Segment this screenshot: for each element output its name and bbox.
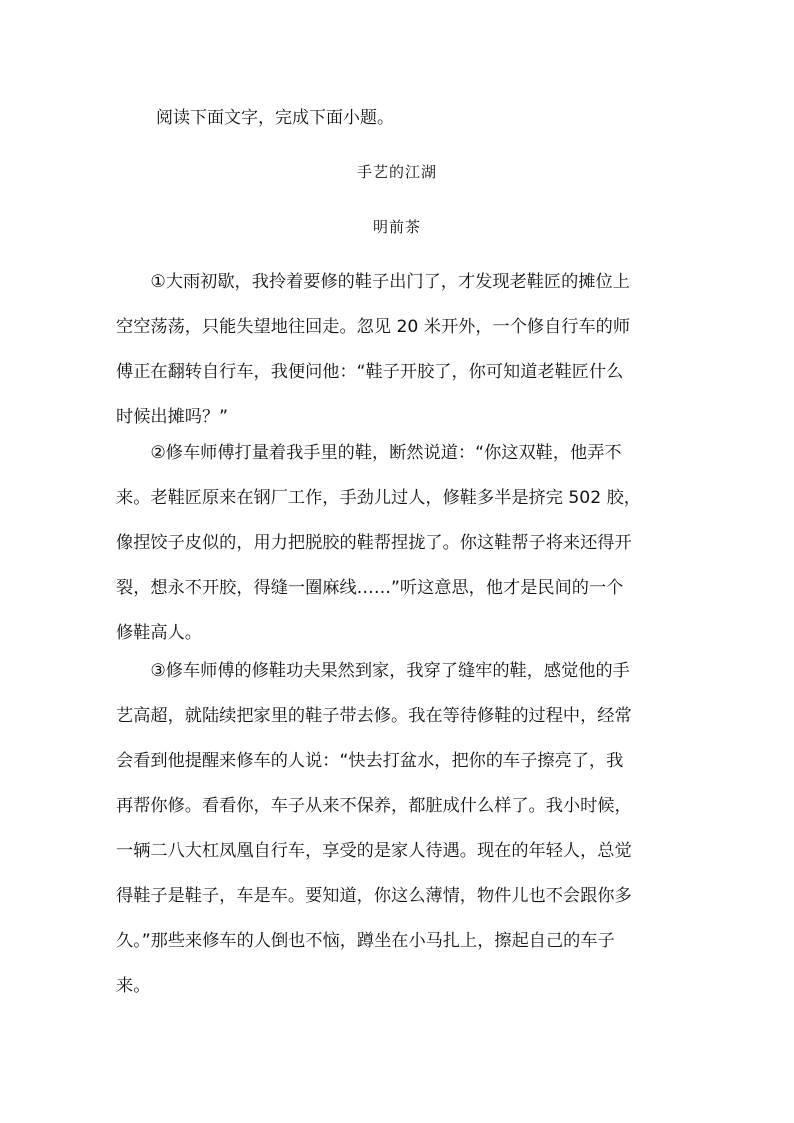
paragraph-3 — [116, 649, 682, 1009]
paragraph-line: 空空荡荡，只能失望地往回走。忽见 20 米开外，一个修自行车的师 — [116, 317, 631, 337]
paragraph-line: 会看到他提醒来修车的人说：“快去打盆水，把你的车子擦亮了，我 — [116, 751, 624, 771]
paragraph-line: 傅正在翻转自行车，我便问他：“鞋子开胶了，你可知道老鞋匠什么 — [116, 362, 624, 382]
paragraph-line: 修鞋高人。 — [116, 623, 202, 643]
paragraph-line: 艺高超，就陆续把家里的鞋子带去修。我在等待修鞋的过程中，经常 — [116, 706, 632, 726]
paragraph-line: 再帮你修。看看你，车子从来不保养，都脏成什么样了。我小时候， — [116, 796, 632, 816]
paragraph-line: 来。 — [116, 976, 151, 996]
paragraph-line: ②修车师傅打量着我手里的鞋，断然说道：“你这双鞋，他弄不 — [116, 443, 622, 463]
paragraph-line: 来。老鞋匠原来在钢厂工作，手劲儿过人，修鞋多半是挤完 502 胶， — [116, 488, 641, 508]
paragraph-2 — [116, 431, 682, 656]
paragraph-line: 久。”那些来修车的人倒也不恼，蹲坐在小马扎上，擦起自己的车子 — [116, 931, 615, 951]
paragraph-line: ③修车师傅的修鞋功夫果然到家，我穿了缝牢的鞋，感觉他的手 — [116, 661, 630, 681]
paragraph-line: 像捏饺子皮似的，用力把脱胶的鞋帮捏拢了。你这鞋帮子将来还得开 — [116, 533, 632, 553]
paragraph-line: 得鞋子是鞋子，车是车。要知道，你这么薄情，物件儿也不会跟你多 — [116, 886, 632, 906]
reading-instruction: 阅读下面文字，完成下面小题。 — [156, 108, 394, 128]
article-author: 明前茶 — [372, 218, 421, 236]
paragraph-line: 时候出摊吗？” — [116, 407, 229, 427]
paragraph-line: 一辆二八大杠凤凰自行车，享受的是家人待遇。现在的年轻人，总觉 — [116, 841, 632, 861]
paragraph-line: ①大雨初歇，我拎着要修的鞋子出门了，才发现老鞋匠的摊位上 — [116, 272, 630, 292]
paragraph-1 — [116, 260, 682, 440]
article-title: 手艺的江湖 — [356, 163, 437, 181]
paragraph-line: 裂，想永不开胶，得缝一圈麻线……”听这意思，他才是民间的一个 — [116, 578, 624, 598]
